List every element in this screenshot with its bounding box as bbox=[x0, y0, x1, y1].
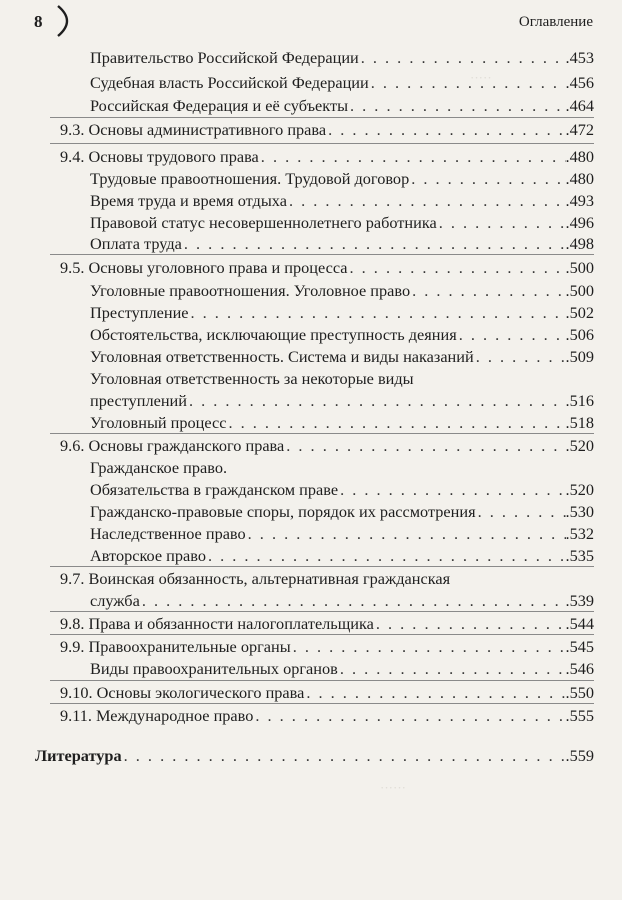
toc-page: .496 bbox=[565, 213, 594, 232]
toc-entry bbox=[90, 347, 594, 367]
toc-page: .472 bbox=[565, 120, 594, 139]
toc-entry bbox=[60, 706, 594, 726]
toc-page: .544 bbox=[565, 614, 594, 633]
toc-label: Гражданско-правовые споры, порядок их рассмотрения bbox=[90, 502, 476, 521]
toc-page: .520 bbox=[565, 436, 594, 455]
toc-page: .530 bbox=[565, 502, 594, 521]
toc-label: 9.11. Международное право bbox=[60, 706, 254, 725]
toc-label-wrapped: Уголовная ответственность за некоторые виды bbox=[90, 369, 414, 388]
toc-page: .555 bbox=[565, 706, 594, 725]
leader-dots bbox=[253, 706, 565, 726]
toc-label: Обстоятельства, исключающие преступность деяния bbox=[90, 325, 457, 344]
toc-page: .480 bbox=[565, 169, 594, 188]
toc-entry bbox=[90, 480, 594, 500]
leader-dots bbox=[476, 502, 566, 522]
leader-dots bbox=[437, 213, 566, 233]
toc-page: .546 bbox=[565, 659, 594, 678]
toc-page: .500 bbox=[565, 258, 594, 277]
toc-label: преступлений bbox=[90, 391, 187, 410]
section-divider bbox=[50, 433, 594, 434]
toc-label-wrapped: Гражданское право. bbox=[90, 458, 228, 477]
leader-dots bbox=[284, 436, 565, 456]
leader-dots bbox=[410, 281, 565, 301]
toc-page: .500 bbox=[565, 281, 594, 300]
toc-page: .498 bbox=[565, 234, 594, 253]
section-divider bbox=[50, 680, 594, 681]
toc-page: .559 bbox=[565, 746, 594, 765]
leader-dots bbox=[457, 325, 566, 345]
toc-label: Уголовные правоотношения. Уголовное право bbox=[90, 281, 411, 300]
page-header-title: Оглавление bbox=[518, 14, 593, 30]
toc-page: .518 bbox=[565, 413, 594, 432]
toc-entry bbox=[60, 258, 594, 278]
leader-dots bbox=[189, 303, 566, 323]
toc-entry bbox=[90, 524, 594, 544]
toc-label: 9.8. Права и обязанности налогоплательщика bbox=[60, 614, 374, 633]
leader-dots bbox=[187, 391, 566, 411]
show-through-text: ······ bbox=[380, 780, 406, 795]
toc-label: Правительство Российской Федерации bbox=[90, 48, 359, 67]
toc-page: .453 bbox=[565, 48, 594, 67]
toc-label: Судебная власть Российской Федерации bbox=[90, 73, 369, 92]
toc-label: Обязательства в гражданском праве bbox=[90, 480, 339, 499]
toc-entry bbox=[90, 96, 594, 116]
toc-label: Уголовный процесс bbox=[90, 413, 227, 432]
leader-dots bbox=[226, 413, 565, 433]
toc-entry bbox=[60, 436, 594, 456]
section-divider bbox=[50, 634, 594, 635]
toc-entry bbox=[90, 73, 594, 93]
toc-label: Трудовые правоотношения. Трудовой договор bbox=[90, 169, 410, 188]
toc-label: служба bbox=[90, 591, 140, 610]
toc-page: .539 bbox=[565, 591, 594, 610]
toc-entry bbox=[90, 325, 594, 345]
leader-dots bbox=[338, 659, 566, 679]
toc-label: 9.10. Основы экологического права bbox=[60, 683, 305, 702]
toc-entry bbox=[60, 683, 594, 703]
toc-entry bbox=[90, 502, 594, 522]
leader-dots bbox=[326, 120, 565, 140]
toc-page: .545 bbox=[565, 637, 594, 656]
toc-entry bbox=[60, 120, 594, 140]
toc-entry bbox=[90, 169, 594, 189]
leader-dots bbox=[259, 147, 566, 167]
show-through-text: ····· bbox=[470, 70, 492, 85]
toc-label: Авторское право bbox=[90, 546, 206, 565]
toc-page: .535 bbox=[565, 546, 594, 565]
toc-entry bbox=[90, 48, 594, 68]
toc-page: .464 bbox=[565, 96, 594, 115]
toc-entry bbox=[90, 591, 594, 611]
leader-dots bbox=[122, 746, 566, 766]
toc-entry bbox=[90, 234, 594, 254]
toc-label: Время труда и время отдыха bbox=[90, 191, 287, 210]
toc-entry bbox=[90, 659, 594, 679]
toc-page: .509 bbox=[565, 347, 594, 366]
toc-page: .550 bbox=[565, 683, 594, 702]
toc-label: Российская Федерация и её субъекты bbox=[90, 96, 349, 115]
moon-arc-ornament bbox=[54, 4, 74, 38]
toc-entry bbox=[90, 191, 594, 211]
toc-entry bbox=[90, 213, 594, 233]
section-divider bbox=[50, 703, 594, 704]
toc-page: .520 bbox=[565, 480, 594, 499]
leader-dots bbox=[338, 480, 565, 500]
leader-dots bbox=[140, 591, 566, 611]
toc-label: Уголовная ответственность. Система и виды наказаний bbox=[90, 347, 474, 366]
toc-entry bbox=[60, 614, 594, 634]
leader-dots bbox=[369, 73, 566, 93]
page-number: 8 bbox=[34, 12, 43, 31]
toc-entry bbox=[90, 281, 594, 301]
toc-label: Оплата труда bbox=[90, 234, 182, 253]
toc-label-wrapped: 9.7. Воинская обязанность, альтернативная гражданская bbox=[60, 569, 451, 588]
toc-label: Виды правоохранительных органов bbox=[90, 659, 338, 678]
toc-label: Преступление bbox=[90, 303, 189, 322]
toc-label: 9.3. Основы административного права bbox=[60, 120, 327, 139]
toc-page: .493 bbox=[565, 191, 594, 210]
toc-entry bbox=[90, 303, 594, 323]
toc-page: .532 bbox=[565, 524, 594, 543]
toc-entry bbox=[90, 413, 594, 433]
toc-page: .480 bbox=[565, 147, 594, 166]
toc-label: 9.4. Основы трудового права bbox=[60, 147, 259, 166]
leader-dots bbox=[348, 96, 565, 116]
toc-entry bbox=[60, 637, 594, 657]
leader-dots bbox=[246, 524, 566, 544]
toc-entry bbox=[90, 546, 594, 566]
toc-label: 9.5. Основы уголовного права и процесса bbox=[60, 258, 348, 277]
toc-label: Правовой статус несовершеннолетнего работника bbox=[90, 213, 437, 232]
toc-label: Литература bbox=[35, 746, 122, 765]
leader-dots bbox=[359, 48, 566, 68]
section-divider bbox=[50, 117, 594, 118]
leader-dots bbox=[374, 614, 566, 634]
toc-label: 9.6. Основы гражданского права bbox=[60, 436, 285, 455]
section-divider bbox=[50, 611, 594, 612]
leader-dots bbox=[304, 683, 565, 703]
leader-dots bbox=[409, 169, 565, 189]
toc-label: 9.9. Правоохранительные органы bbox=[60, 637, 291, 656]
toc-page: .456 bbox=[565, 73, 594, 92]
toc-entry bbox=[90, 391, 594, 411]
toc-page: .506 bbox=[565, 325, 594, 344]
toc-entry bbox=[60, 147, 594, 167]
leader-dots bbox=[348, 258, 566, 278]
leader-dots bbox=[182, 234, 566, 254]
leader-dots bbox=[287, 191, 566, 211]
section-divider bbox=[50, 143, 594, 144]
section-divider bbox=[50, 566, 594, 567]
toc-page: .516 bbox=[565, 391, 594, 410]
leader-dots bbox=[206, 546, 566, 566]
section-divider bbox=[50, 254, 594, 255]
toc-page: .502 bbox=[565, 303, 594, 322]
toc-entry-literature bbox=[35, 746, 594, 766]
leader-dots bbox=[291, 637, 566, 657]
toc-label: Наследственное право bbox=[90, 524, 246, 543]
leader-dots bbox=[474, 347, 566, 367]
